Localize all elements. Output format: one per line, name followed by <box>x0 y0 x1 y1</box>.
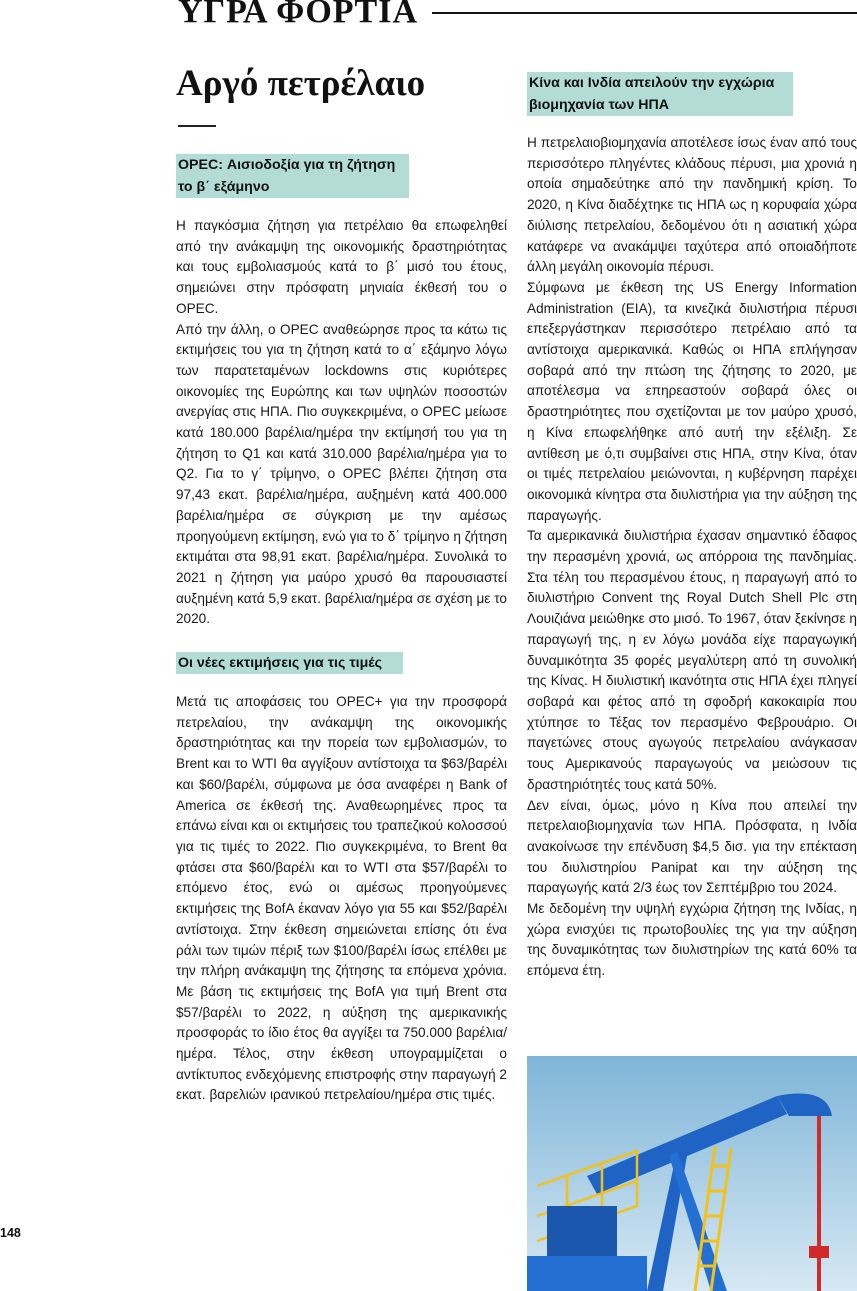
header-rule <box>432 12 857 14</box>
subhead-china-india-line-1: Κίνα και Ινδία απειλούν την εγχώρια <box>529 75 775 91</box>
oil-pump-photo <box>527 1056 857 1291</box>
article-title: Αργό πετρέλαιο <box>176 63 426 104</box>
page-number: 148 <box>0 1226 21 1240</box>
subhead-opec-line-1: OPEC: Αισιοδοξία για τη ζήτηση <box>178 157 396 173</box>
subhead-prices: Οι νέες εκτιμήσεις για τις τιμές <box>176 652 403 674</box>
subhead-china-india <box>527 72 793 116</box>
rod-clamp <box>809 1246 829 1258</box>
paragraph: Σύμφωνα με έκθεση της US Energy Information Administration (EIA), τα κινεζικά διυλιστήρια πέρυσι επεξεργάστηκαν περισσότερο πετρέλαιο από τα αντίστοιχα αμερικανικά. Καθώς οι ΗΠΑ επλήγησαν σοβαρά από την πτώση της ζήτησης το 2020, με αποτέλεσμα να επηρεαστούν σοβαρά όλες οι δραστηριότητες που σχετίζονται με τον μαύρο χρυσό, η Κίνα επωφελήθηκε από αυτή την εξέλιξη. Σε αντίθεση με ό,τι συμβαίνει στις ΗΠΑ, στην Κίνα, όταν οι τιμές πετρελαίου μειώνονται, η κυβέρνηση παρέχει οικονομικά κίνητρα στα διυλιστήρια για την αύξηση της παραγωγής. <box>527 279 857 523</box>
section-title: ΥΓΡΑ ΦΟΡΤΙΑ <box>178 0 419 30</box>
left-body-2 <box>176 692 507 1106</box>
paragraph: Η πετρελαιοβιομηχανία αποτέλεσε ίσως έναν από τους περισσότερο πληγέντες κλάδους πέρυσι, μια χρονιά η οποία σημαδεύτηκε από την πανδημική κρίση. Το 2020, η Κίνα διαδέχτηκε τις ΗΠΑ ως η κορυφαία χώρα διύλισης πετρελαίου, δεδομένου ότι η ασιατική χώρα κατάφερε να ανακάμψει ταχύτερα από οποιαδήποτε άλλη μεγάλη οικονομία πέρυσι. <box>527 135 857 275</box>
paragraph: Δεν είναι, όμως, μόνο η Κίνα που απειλεί την πετρελαιοβιομηχανία των ΗΠΑ. Πρόσφατα, η Ινδία ανακοίνωσε την επένδυση $4,5 δισ. για την επέκταση του διυλιστηρίου Panipat και την αύξηση της παραγωγής κατά 2/3 έως τον Σεπτέμβριο του 2024. <box>527 797 857 896</box>
paragraph: Η παγκόσμια ζήτηση για πετρέλαιο θα επωφεληθεί από την ανάκαμψη της οικονομικής δραστηριότητας και τους εμβολιασμούς κατά το β΄ μισό του έτους, σημειώνει στην πρόσφατη μηνιαία έκθεσή του ο OPEC. <box>176 218 507 316</box>
paragraph: Μετά τις αποφάσεις του OPEC+ για την προσφορά πετρελαίου, την ανάκαμψη της οικονομικής δραστηριότητας και την πορεία των εμβολιασμών, το Brent και το WTI θα αγγίξουν αντίστοιχα τα $63/βαρέλι και $60/βαρέλι, σύμφωνα με όσα αναφέρει η Bank of America σε έκθεσή της. Αναθεωρημένες προς τα επάνω είναι και οι εκτιμήσεις του τραπεζικού κολοσσού για τις τιμές το 2022. Πιο συγκεκριμένα, το Brent θα φτάσει στα $60/βαρέλι και το WTI στα $57/βαρέλι το επόμενο έτος, ενώ οι αμέσως προηγούμενες εκτιμήσεις της BofA έκαναν λόγο για 55 και $52/βαρέλι αντίστοιχα. Στην έκθεση σημειώνεται επίσης ότι ένα ράλι των τιμών πέριξ των $100/βαρέλι ίσως επέλθει με την πλήρη ανάκαμψη της ζήτησης τα επόμενα χρόνια. Με βάση τις εκτιμήσεις της BofA για τιμή Brent στα $57/βαρέλι το 2022, η αύξηση της αμερικανικής προσφοράς το ίδιο έτος θα αγγίξει τα 750.000 βαρέλια/ημέρα. Τέλος, στην έκθεση υπογραμμίζεται ο αντίκτυπος ενδεχόμενης επιστροφής στην παραγωγή 2 εκατ. βαρελιών ιρανικού πετρελαίου/ημέρα στις τιμές. <box>176 694 507 1103</box>
section-header <box>178 0 857 30</box>
right-body <box>527 133 857 982</box>
subhead-opec-line-2: το β΄ εξάμηνο <box>178 179 270 195</box>
gearbox <box>527 1256 647 1291</box>
paragraph: Με δεδομένη την υψηλή εγχώρια ζήτηση της Ινδίας, η χώρα ενισχύει τις πρωτοβουλίες της για την αύξηση της δυναμικότητας των διυλιστηρίων της κατά 60% τα επόμενα έτη. <box>527 901 857 979</box>
title-underline <box>178 125 216 127</box>
subhead-opec <box>176 154 409 198</box>
right-column <box>527 72 857 982</box>
subhead-china-india-line-2: βιομηχανία των ΗΠΑ <box>529 97 669 113</box>
left-column <box>176 154 507 1106</box>
polished-rod <box>817 1116 821 1291</box>
paragraph: Από την άλλη, ο OPEC αναθεώρησε προς τα κάτω τις εκτιμήσεις του για τη ζήτηση κατά το α΄ εξάμηνο λόγω των παρατεταμένων lockdowns στις κυριότερες οικονομίες της Ευρώπης και των υψηλών ποσοστών ανεργίας στις ΗΠΑ. Πιο συγκεκριμένα, ο OPEC μείωσε κατά 180.000 βαρέλια/ημέρα την εκτίμησή του για τη ζήτηση το Q1 και κατά 310.000 βαρέλια/ημέρα για το Q2. Για το γ΄ τρίμηνο, ο OPEC βλέπει ζήτηση στα 97,43 εκατ. βαρέλια/ημέρα, αυξημένη κατά 400.000 βαρέλια/ημέρα σε σύγκριση με την αμέσως προηγούμενη εκτίμηση, ενώ για το δ΄ τρίμηνο η ζήτηση εκτιμάται στα 98,91 εκατ. βαρέλια/ημέρα. Συνολικά το 2021 η ζήτηση για μαύρο χρυσό θα παρουσιαστεί αυξημένη κατά 5,9 εκατ. βαρέλια/ημέρα σε σχέση με το 2020. <box>176 321 507 627</box>
oil-pump-illustration <box>527 1056 857 1291</box>
paragraph: Τα αμερικανικά διυλιστήρια έχασαν σημαντικό έδαφος την περασμένη χρονιά, ως απόρροια της πανδημίας. Στα τέλη του περασμένου έτους, η παραγωγή από το διυλιστήριο Convent της Royal Dutch Shell Plc στη Λουιζιάνα μειώθηκε στο μισό. Το 1967, όταν ξεκίνησε η παραγωγή της, η εν λόγω μονάδα είχε παραγωγική δυναμικότητα 35 φορές μεγαλύτερη από τη συνολική της Κίνας. Η διυλιστική ικανότητα στις ΗΠΑ έχει πληγεί σοβαρά και φέτος από τη σφοδρή κακοκαιρία που χτύπησε το Τέξας τον περασμένο Φεβρουάριο. Οι παγετώνες στους αγωγούς πετρελαίου ανάγκασαν τους Αμερικανούς παραγωγούς να μειώσουν τις δραστηριότητές τους κατά 50%. <box>527 528 857 792</box>
left-body-1 <box>176 216 507 630</box>
